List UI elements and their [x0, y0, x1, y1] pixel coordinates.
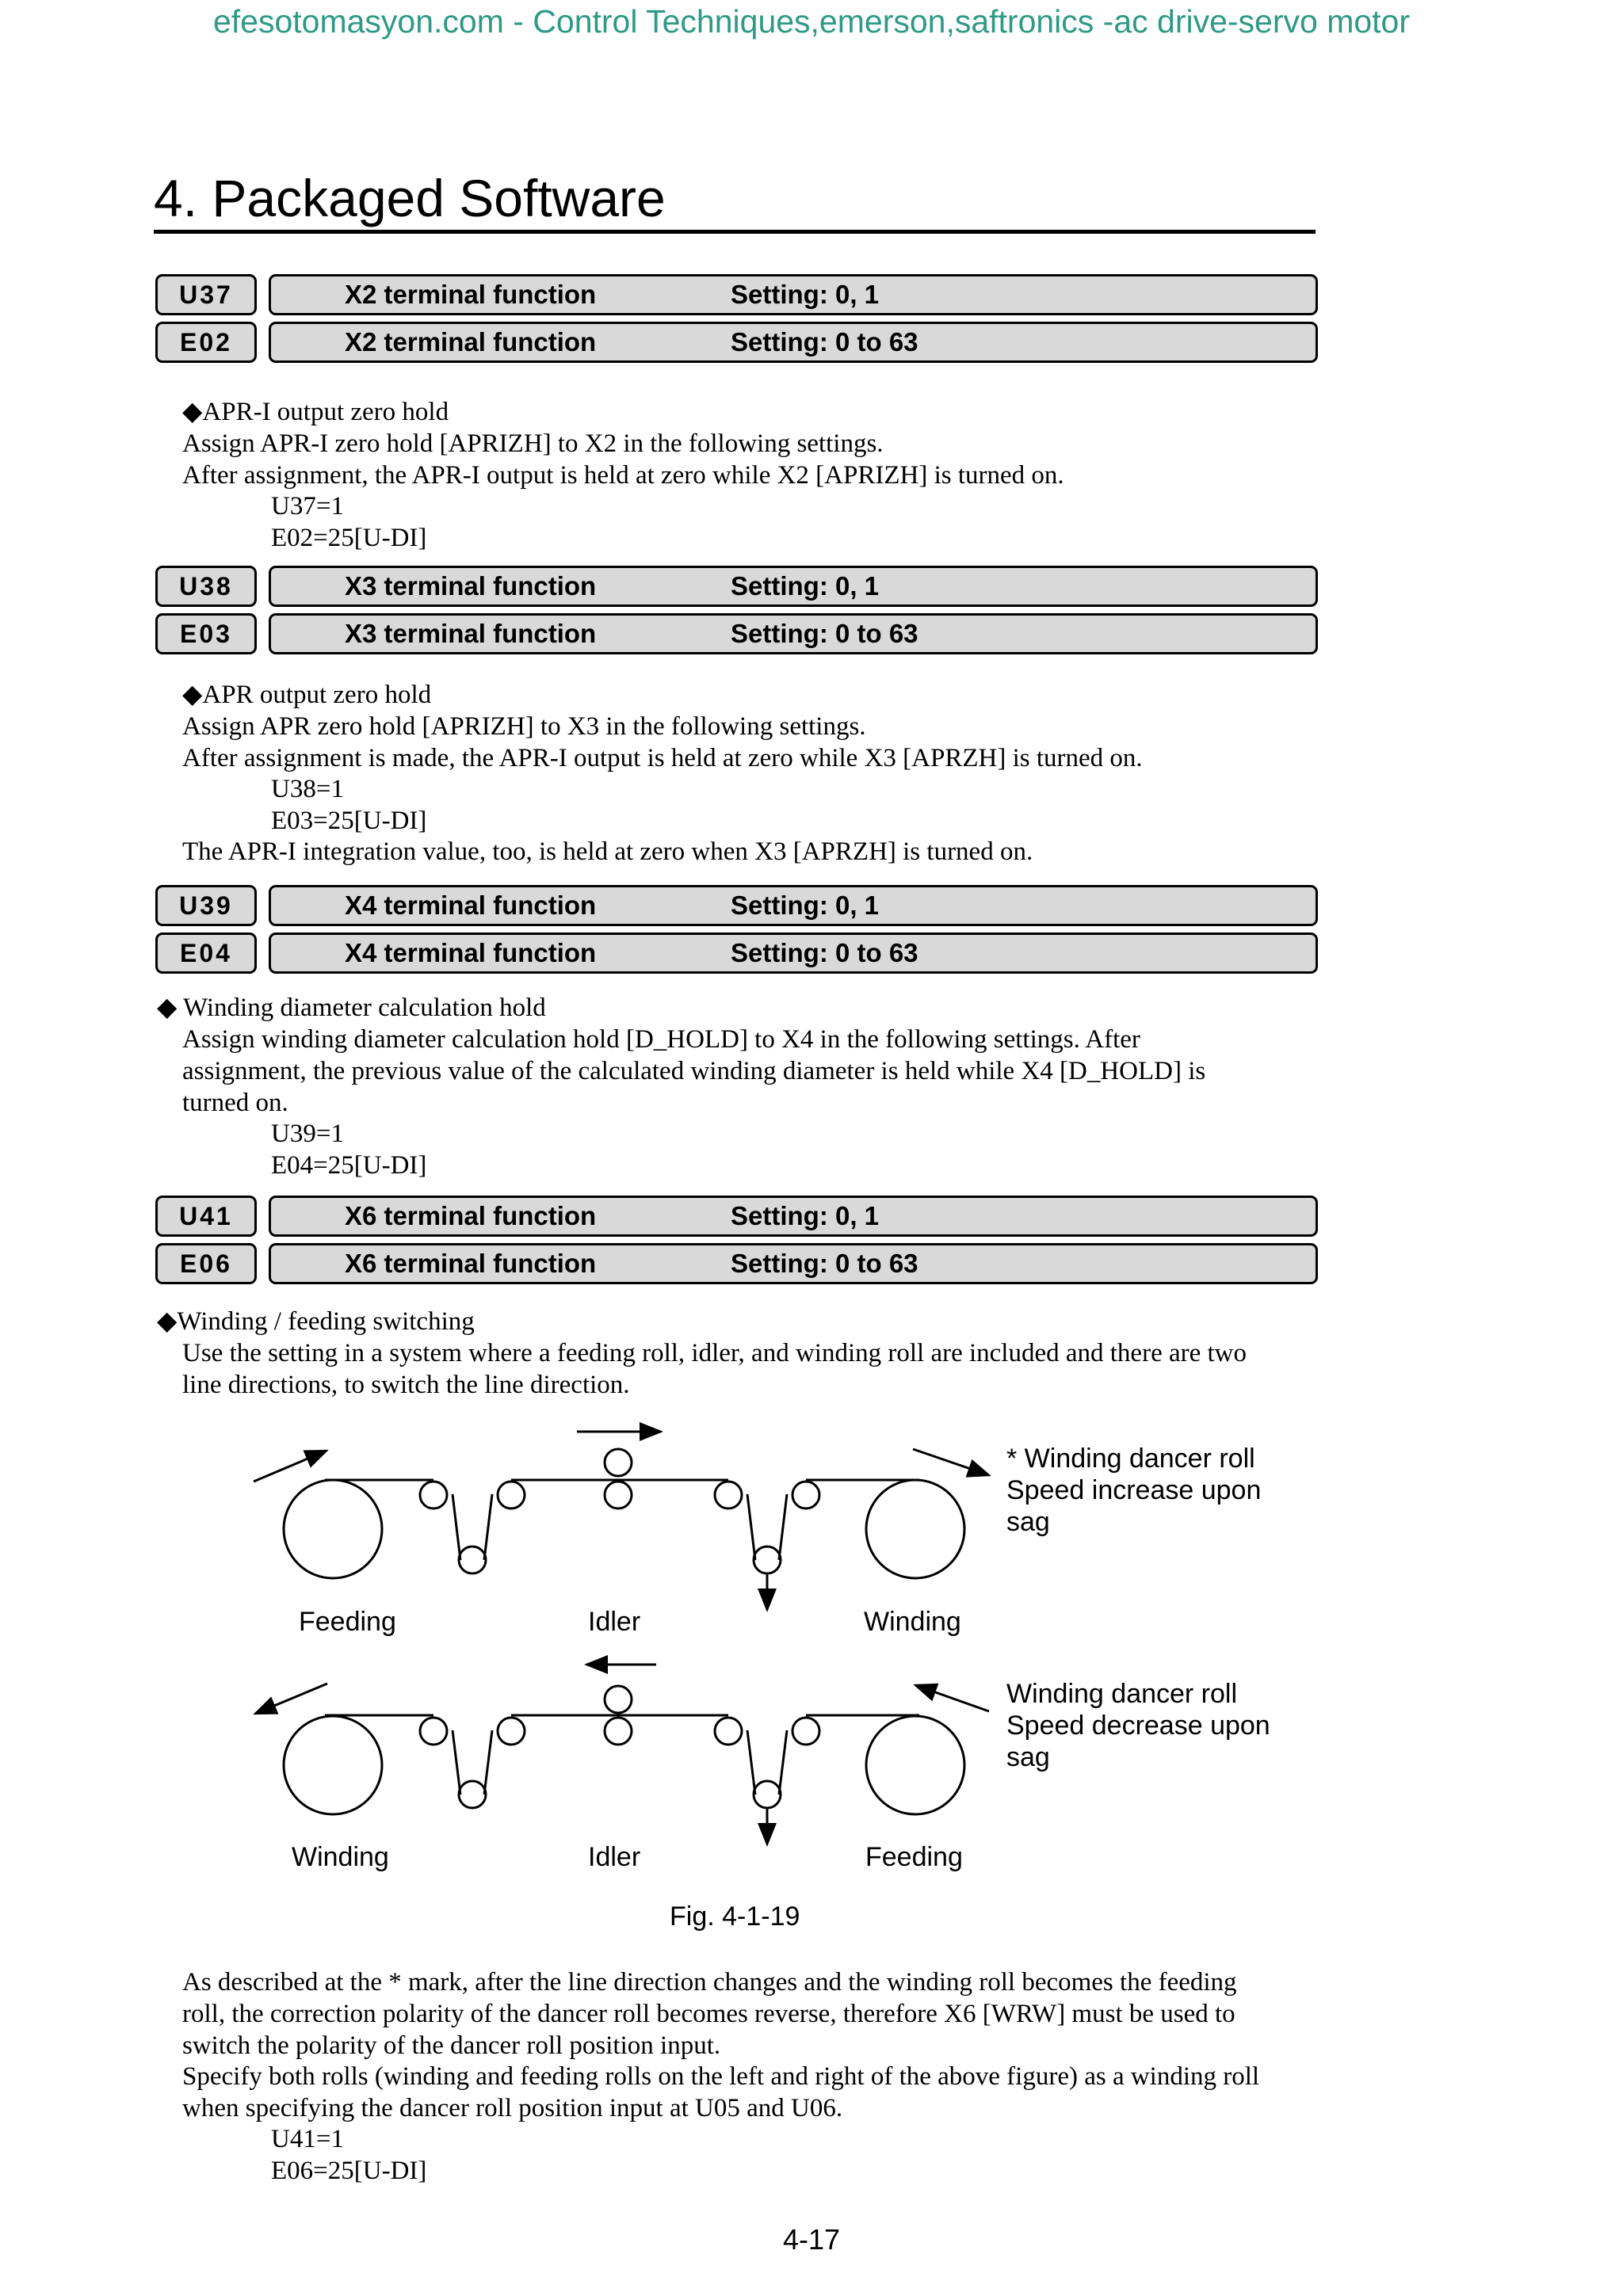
- body-line: The APR-I integration value, too, is held at zero when X3 [APRZH] is turned on.: [182, 837, 1033, 866]
- feeding-roll: [866, 1716, 964, 1814]
- body-line: Specify both rolls (winding and feeding rolls on the left and right of the above figure) as a winding roll: [182, 2062, 1260, 2091]
- section-heading: ◆Winding / feeding switching: [157, 1307, 475, 1336]
- body-line: After assignment is made, the APR-I output is held at zero while X3 [APRZH] is turned on.: [182, 744, 1143, 772]
- param-function-name: X3 terminal function: [345, 571, 597, 601]
- section-heading: ◆APR-I output zero hold: [182, 398, 449, 426]
- roll-label-idler: Idler: [588, 1842, 641, 1872]
- dancer-note-line: Winding dancer roll: [1006, 1679, 1238, 1709]
- param-setting-range: Setting: 0, 1: [731, 280, 880, 309]
- dancer-roll: [459, 1781, 486, 1808]
- param-code: E03: [155, 613, 257, 654]
- param-code: U41: [155, 1196, 257, 1237]
- page-title: 4. Packaged Software: [154, 169, 666, 227]
- guide-roll: [498, 1718, 525, 1745]
- bottom-line-diagram: [255, 1665, 989, 1844]
- dancer-note-line: Speed increase upon: [1006, 1475, 1262, 1505]
- param-setting-range: Setting: 0 to 63: [731, 938, 918, 967]
- setting-line: U39=1: [271, 1119, 344, 1148]
- param-code: E02: [155, 322, 257, 363]
- body-line: Assign winding diameter calculation hold [D_HOLD] to X4 in the following settings. After: [182, 1025, 1140, 1054]
- roll-label-winding: Winding: [864, 1607, 961, 1637]
- param-setting-range: Setting: 0 to 63: [731, 1249, 918, 1278]
- param-function-name: X6 terminal function: [345, 1249, 597, 1278]
- guide-roll: [498, 1482, 525, 1508]
- param-setting-range: Setting: 0, 1: [731, 1201, 880, 1230]
- figure-caption: Fig. 4-1-19: [670, 1901, 800, 1932]
- roll-label-winding: Winding: [292, 1842, 389, 1872]
- top-line-diagram: [254, 1432, 989, 1610]
- param-function-name: X4 terminal function: [345, 891, 597, 920]
- param-code: U38: [155, 566, 257, 607]
- body-line: As described at the * mark, after the line direction changes and the winding roll becomes the feeding: [182, 1968, 1237, 1997]
- body-line: assignment, the previous value of the calculated winding diameter is held while X4 [D_HOLD] is: [182, 1057, 1206, 1085]
- dancer-roll: [754, 1547, 781, 1573]
- guide-roll: [420, 1482, 447, 1508]
- param-code: U39: [155, 885, 257, 926]
- guide-roll: [715, 1718, 742, 1745]
- guide-roll: [715, 1482, 742, 1508]
- setting-line: E06=25[U-DI]: [271, 2157, 427, 2185]
- body-line: roll, the correction polarity of the dancer roll becomes reverse, therefore X6 [WRW] must be used to: [182, 2000, 1235, 2028]
- dancer-note-line: sag: [1006, 1742, 1050, 1772]
- dancer-note-line: sag: [1006, 1507, 1050, 1537]
- body-line: when specifying the dancer roll position input at U05 and U06.: [182, 2094, 843, 2122]
- body-line: After assignment, the APR-I output is held at zero while X2 [APRIZH] is turned on.: [182, 461, 1064, 490]
- roll-label-feeding: Feeding: [299, 1607, 396, 1637]
- body-line: turned on.: [182, 1089, 288, 1117]
- setting-line: U38=1: [271, 775, 344, 803]
- param-function-name: X4 terminal function: [345, 938, 597, 967]
- section-heading: ◆ Winding diameter calculation hold: [157, 994, 546, 1022]
- roll-label-idler: Idler: [588, 1607, 641, 1637]
- guide-roll: [605, 1718, 632, 1745]
- setting-line: U41=1: [271, 2125, 344, 2153]
- param-code: E06: [155, 1243, 257, 1284]
- dancer-note-line: Speed decrease upon: [1006, 1711, 1270, 1741]
- param-code: U37: [155, 274, 257, 315]
- idler-roll: [605, 1449, 632, 1476]
- body-line: Assign APR zero hold [APRIZH] to X3 in the following settings.: [182, 712, 866, 741]
- idler-roll: [605, 1686, 632, 1713]
- param-code: E04: [155, 933, 257, 974]
- section-heading: ◆APR output zero hold: [182, 681, 432, 709]
- page-number: 4-17: [782, 2223, 841, 2256]
- body-line: Use the setting in a system where a feeding roll, idler, and winding roll are included and there are two: [182, 1339, 1247, 1367]
- dancer-roll: [754, 1781, 781, 1808]
- guide-roll: [792, 1718, 819, 1745]
- setting-line: E04=25[U-DI]: [271, 1151, 427, 1180]
- guide-roll: [605, 1482, 632, 1508]
- param-setting-range: Setting: 0, 1: [731, 571, 880, 601]
- param-setting-range: Setting: 0 to 63: [731, 619, 918, 648]
- dancer-roll: [459, 1547, 486, 1573]
- roll-label-feeding: Feeding: [865, 1842, 963, 1872]
- setting-line: U37=1: [271, 492, 344, 521]
- dancer-note-line: * Winding dancer roll: [1006, 1444, 1255, 1474]
- winding-roll: [284, 1716, 382, 1814]
- param-function-name: X3 terminal function: [345, 619, 597, 648]
- param-function-name: X6 terminal function: [345, 1201, 597, 1230]
- setting-line: E02=25[U-DI]: [271, 524, 427, 552]
- param-function-name: X2 terminal function: [345, 327, 597, 357]
- body-line: Assign APR-I zero hold [APRIZH] to X2 in the following settings.: [182, 429, 884, 458]
- winding-roll: [866, 1480, 964, 1578]
- param-setting-range: Setting: 0, 1: [731, 891, 880, 920]
- setting-line: E03=25[U-DI]: [271, 807, 427, 835]
- body-line: switch the polarity of the dancer roll position input.: [182, 2031, 721, 2060]
- guide-roll: [420, 1718, 447, 1745]
- body-line: line directions, to switch the line direction.: [182, 1371, 630, 1399]
- guide-roll: [792, 1482, 819, 1508]
- feeding-roll: [284, 1480, 382, 1578]
- param-setting-range: Setting: 0 to 63: [731, 327, 918, 357]
- param-function-name: X2 terminal function: [345, 280, 597, 309]
- header-link[interactable]: efesotomasyon.com - Control Techniques,emerson,saftronics -ac drive-servo motor: [212, 3, 1411, 40]
